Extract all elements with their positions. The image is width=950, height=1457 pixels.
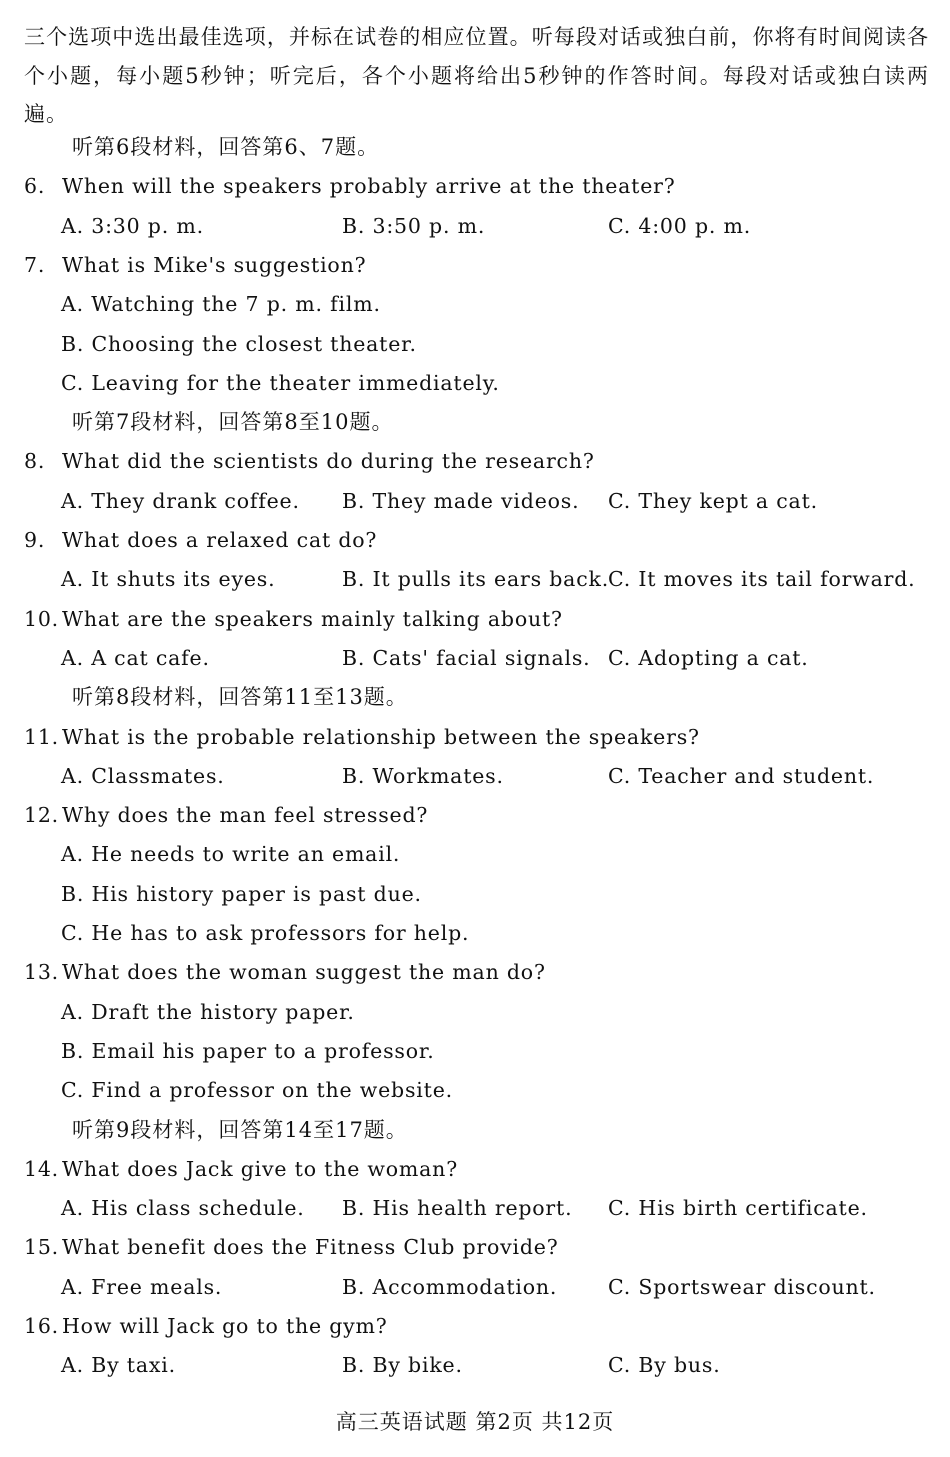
section-heading: 听第7段材料，回答第8至10题。 — [72, 410, 394, 435]
answer-option: B. Accommodation. — [342, 1274, 558, 1299]
answer-option: C. He has to ask professors for help. — [61, 921, 470, 945]
section-heading: 听第6段材料，回答第6、7题。 — [72, 135, 380, 159]
answer-option: C. His birth certificate. — [608, 1196, 868, 1221]
question — [24, 717, 700, 757]
question — [24, 795, 428, 835]
answer-option: C. It moves its tail forward. — [608, 567, 916, 592]
answer-option: B. Cats' facial signals. — [342, 645, 591, 670]
answer-option: B. They made videos. — [342, 488, 580, 513]
answer-option: B. His history paper is past due. — [61, 881, 422, 906]
options-row — [61, 559, 931, 599]
answer-option: A. Free meals. — [61, 1274, 223, 1299]
answer-option: C. Teacher and student. — [608, 763, 875, 788]
answer-option: A. Draft the history paper. — [61, 999, 355, 1024]
question-number: 8. — [24, 449, 46, 474]
question-number: 7. — [24, 252, 46, 277]
answer-option: B. Workmates. — [342, 763, 504, 788]
question-number: 15. — [24, 1235, 60, 1260]
answer-option: B. By bike. — [342, 1353, 463, 1378]
answer-option: A. It shuts its eyes. — [61, 567, 276, 592]
answer-option: A. He needs to write an email. — [61, 842, 401, 867]
question-text: What is Mike's suggestion? — [62, 252, 367, 277]
question — [24, 599, 563, 639]
question-text: What does the woman suggest the man do? — [62, 960, 546, 985]
answer-option: B. Email his paper to a professor. — [61, 1038, 435, 1063]
answer-option: C. Adopting a cat. — [608, 645, 809, 670]
question — [24, 1227, 559, 1267]
answer-option: C. By bus. — [608, 1353, 721, 1378]
answer-option: B. His health report. — [342, 1196, 573, 1221]
question-text: How will Jack go to the gym? — [62, 1314, 388, 1338]
instructions-paragraph: 三个选项中选出最佳选项，并标在试卷的相应位置。听每段对话或独白前，你将有时间阅读各个小题，每小题5秒钟；听完后，各个小题将给出5秒钟的作答时间。每段对话或独白读两遍。 — [24, 25, 929, 126]
answer-option: A. His class schedule. — [61, 1196, 305, 1221]
question — [24, 441, 595, 481]
answer-option: B. 3:50 p. m. — [342, 213, 486, 238]
question — [24, 1306, 388, 1346]
answer-option: A. A cat cafe. — [61, 645, 210, 670]
question-text: What did the scientists do during the research? — [62, 449, 595, 474]
question — [24, 520, 377, 560]
answer-option: B. It pulls its ears back. — [342, 567, 610, 592]
question — [24, 1149, 458, 1189]
question — [24, 245, 366, 285]
question-text: What does a relaxed cat do? — [62, 528, 378, 552]
options-row — [61, 1188, 931, 1228]
question — [24, 952, 546, 992]
question-number: 16. — [24, 1314, 60, 1338]
options-row — [61, 756, 931, 796]
answer-option: B. Choosing the closest theater. — [61, 331, 417, 356]
options-row — [61, 481, 931, 521]
page-footer: 高三英语试题 第2页 共12页 — [335, 1410, 615, 1434]
answer-option: A. Classmates. — [61, 763, 225, 788]
question-text: What are the speakers mainly talking about? — [62, 606, 563, 631]
answer-option: A. 3:30 p. m. — [61, 213, 204, 238]
answer-option: C. Find a professor on the website. — [61, 1078, 453, 1103]
answer-option: A. They drank coffee. — [61, 488, 300, 513]
answer-option: A. By taxi. — [61, 1353, 176, 1378]
question-number: 11. — [24, 724, 60, 749]
answer-option: C. 4:00 p. m. — [608, 213, 752, 238]
question-number: 10. — [24, 606, 60, 631]
answer-option: C. Sportswear discount. — [608, 1274, 876, 1299]
question-text: What is the probable relationship between the speakers? — [62, 724, 700, 749]
question-number: 14. — [24, 1156, 60, 1181]
options-row — [61, 1267, 931, 1307]
question — [24, 166, 676, 206]
section-heading: 听第9段材料，回答第14至17题。 — [72, 1117, 408, 1142]
answer-option: C. They kept a cat. — [608, 488, 818, 513]
section-heading: 听第8段材料，回答第11至13题。 — [72, 685, 408, 710]
options-row — [61, 206, 931, 246]
answer-option: C. Leaving for the theater immediately. — [61, 370, 500, 395]
question-number: 9. — [24, 528, 46, 552]
question-text: Why does the man feel stressed? — [62, 803, 429, 828]
options-row — [61, 1345, 931, 1385]
answer-option: A. Watching the 7 p. m. film. — [61, 292, 381, 317]
question-number: 12. — [24, 803, 60, 828]
question-text: When will the speakers probably arrive at the theater? — [62, 174, 676, 199]
question-number: 13. — [24, 960, 60, 985]
question-number: 6. — [24, 174, 46, 199]
question-text: What does Jack give to the woman? — [62, 1156, 458, 1181]
question-text: What benefit does the Fitness Club provide? — [62, 1235, 559, 1260]
options-row — [61, 638, 931, 678]
